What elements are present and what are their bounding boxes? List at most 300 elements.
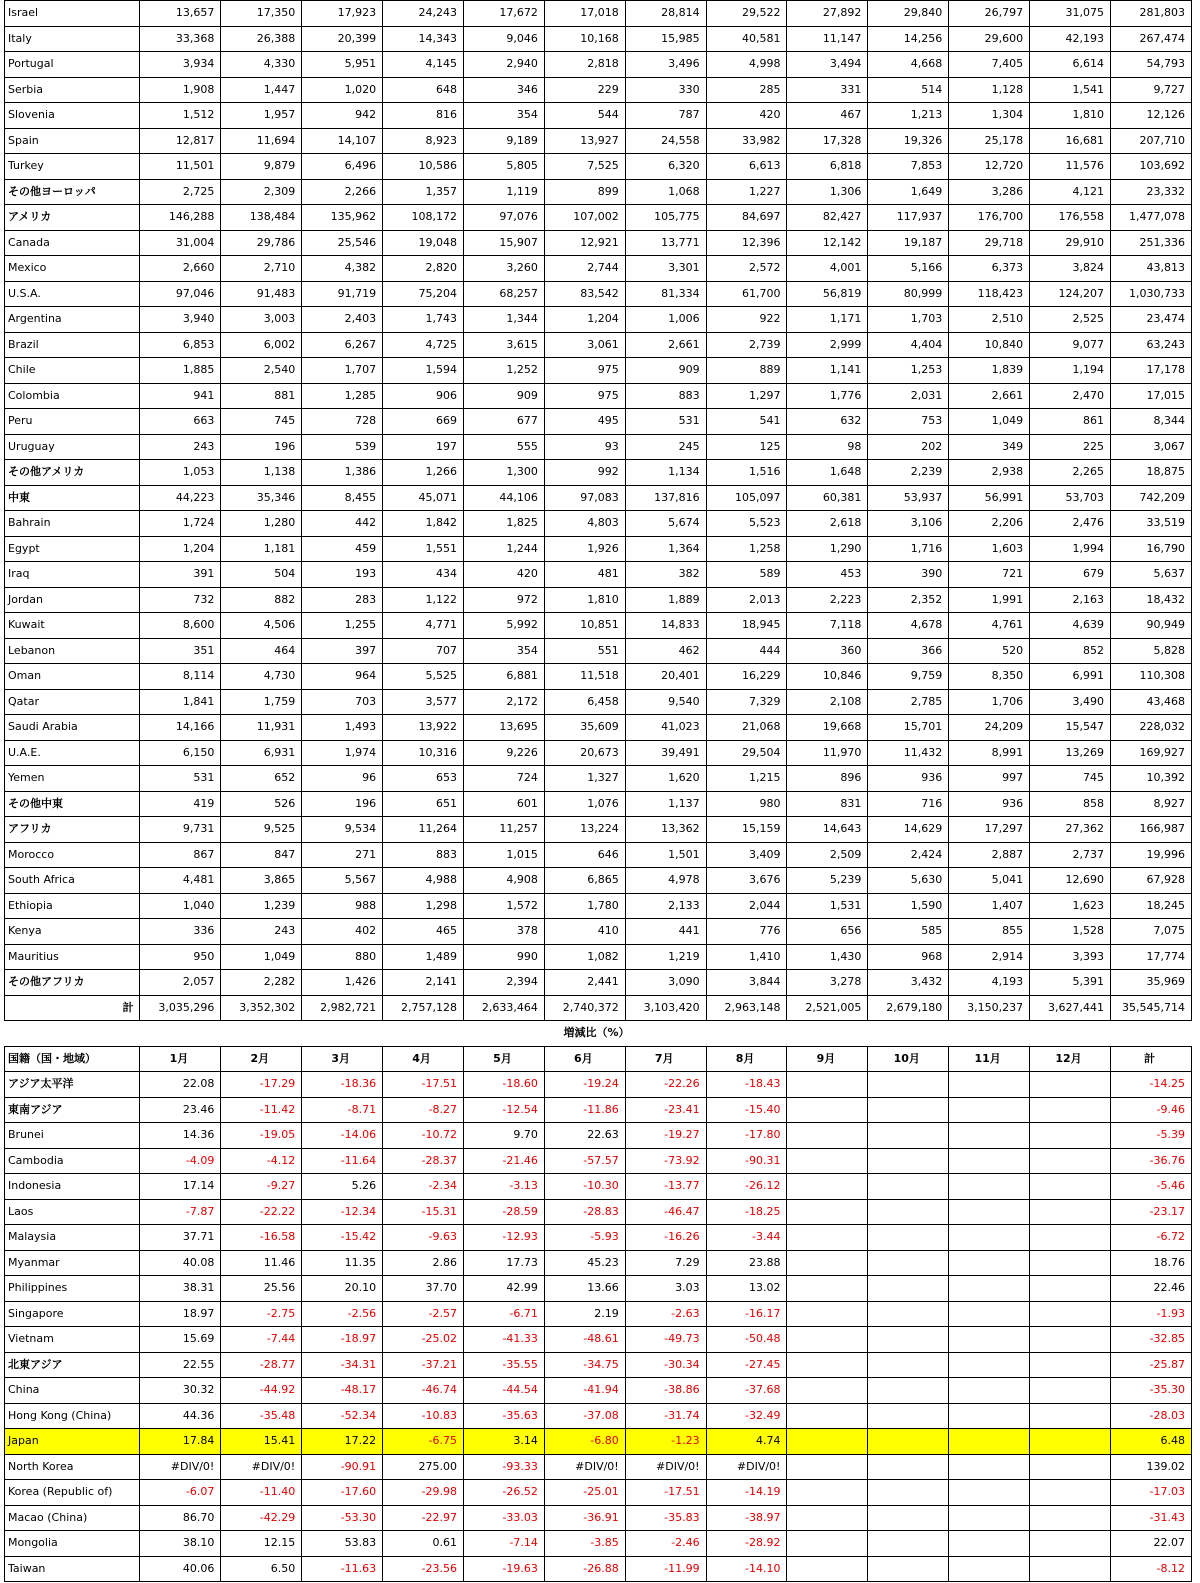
value-cell[interactable]: 9,226 — [463, 740, 544, 766]
percent-cell[interactable]: 22.07 — [1110, 1531, 1191, 1557]
value-cell[interactable]: 4,506 — [221, 613, 302, 639]
percent-cell[interactable]: -44.54 — [463, 1378, 544, 1404]
value-cell[interactable]: 35,609 — [544, 715, 625, 741]
row-label-cell[interactable]: Kuwait — [5, 613, 140, 639]
value-cell[interactable]: 899 — [544, 179, 625, 205]
value-cell[interactable]: 63,243 — [1110, 332, 1191, 358]
value-cell[interactable]: 1,252 — [463, 358, 544, 384]
value-cell[interactable]: 3,067 — [1110, 434, 1191, 460]
value-cell[interactable]: 330 — [625, 77, 706, 103]
value-cell[interactable]: 225 — [1030, 434, 1111, 460]
value-cell[interactable]: 39,491 — [625, 740, 706, 766]
value-cell[interactable]: 1,810 — [544, 587, 625, 613]
percent-cell[interactable] — [949, 1301, 1030, 1327]
row-label-cell[interactable]: その他ヨーロッパ — [5, 179, 140, 205]
row-label-cell[interactable]: Uruguay — [5, 434, 140, 460]
value-cell[interactable]: 531 — [140, 766, 221, 792]
column-header[interactable]: 2月 — [221, 1046, 302, 1072]
value-cell[interactable]: 6,496 — [302, 154, 383, 180]
percent-cell[interactable]: 15.41 — [221, 1429, 302, 1455]
value-cell[interactable]: 1,430 — [787, 944, 868, 970]
value-cell[interactable]: 13,922 — [383, 715, 464, 741]
percent-cell[interactable]: -29.98 — [383, 1480, 464, 1506]
value-cell[interactable]: 5,805 — [463, 154, 544, 180]
value-cell[interactable]: 15,907 — [463, 230, 544, 256]
value-cell[interactable]: 26,388 — [221, 26, 302, 52]
value-cell[interactable]: 1,141 — [787, 358, 868, 384]
value-cell[interactable]: 4,730 — [221, 664, 302, 690]
value-cell[interactable]: 1,426 — [302, 970, 383, 996]
value-cell[interactable]: 5,041 — [949, 868, 1030, 894]
percent-cell[interactable]: -50.48 — [706, 1327, 787, 1353]
value-cell[interactable]: 5,239 — [787, 868, 868, 894]
value-cell[interactable]: 17,672 — [463, 1, 544, 27]
percent-cell[interactable]: -19.05 — [221, 1123, 302, 1149]
percent-cell[interactable]: -17.80 — [706, 1123, 787, 1149]
column-header[interactable]: 7月 — [625, 1046, 706, 1072]
percent-cell[interactable] — [1030, 1505, 1111, 1531]
percent-cell[interactable]: -18.43 — [706, 1072, 787, 1098]
value-cell[interactable]: 2,394 — [463, 970, 544, 996]
percent-cell[interactable]: 0.61 — [383, 1531, 464, 1557]
value-cell[interactable]: 3,844 — [706, 970, 787, 996]
percent-cell[interactable]: -35.83 — [625, 1505, 706, 1531]
value-cell[interactable]: 45,071 — [383, 485, 464, 511]
value-cell[interactable]: 27,362 — [1030, 817, 1111, 843]
value-cell[interactable]: 283 — [302, 587, 383, 613]
percent-cell[interactable]: -48.61 — [544, 1327, 625, 1353]
percent-cell[interactable]: -26.52 — [463, 1480, 544, 1506]
value-cell[interactable]: 1,706 — [949, 689, 1030, 715]
row-label-cell[interactable]: South Africa — [5, 868, 140, 894]
value-cell[interactable]: 3,577 — [383, 689, 464, 715]
percent-cell[interactable]: 2.19 — [544, 1301, 625, 1327]
value-cell[interactable]: 243 — [140, 434, 221, 460]
percent-cell[interactable] — [949, 1531, 1030, 1557]
value-cell[interactable]: 2,820 — [383, 256, 464, 282]
value-cell[interactable]: 526 — [221, 791, 302, 817]
row-label-cell[interactable]: Singapore — [5, 1301, 140, 1327]
percent-cell[interactable]: 53.83 — [302, 1531, 383, 1557]
value-cell[interactable]: 4,481 — [140, 868, 221, 894]
percent-cell[interactable]: -12.34 — [302, 1199, 383, 1225]
value-cell[interactable]: 467 — [787, 103, 868, 129]
percent-cell[interactable]: -93.33 — [463, 1454, 544, 1480]
percent-cell[interactable]: -11.42 — [221, 1097, 302, 1123]
percent-cell[interactable]: -23.17 — [1110, 1199, 1191, 1225]
value-cell[interactable]: 653 — [383, 766, 464, 792]
percent-cell[interactable]: -14.10 — [706, 1556, 787, 1582]
value-cell[interactable]: 96 — [302, 766, 383, 792]
value-cell[interactable]: 67,928 — [1110, 868, 1191, 894]
value-cell[interactable]: 2,661 — [625, 332, 706, 358]
value-cell[interactable]: 354 — [463, 638, 544, 664]
value-cell[interactable]: 29,504 — [706, 740, 787, 766]
percent-cell[interactable]: -16.17 — [706, 1301, 787, 1327]
percent-cell[interactable]: -30.34 — [625, 1352, 706, 1378]
value-cell[interactable]: 6,267 — [302, 332, 383, 358]
value-cell[interactable]: 10,586 — [383, 154, 464, 180]
value-cell[interactable]: 6,150 — [140, 740, 221, 766]
value-cell[interactable]: 1,255 — [302, 613, 383, 639]
percent-cell[interactable]: -37.08 — [544, 1403, 625, 1429]
row-label-cell[interactable]: Laos — [5, 1199, 140, 1225]
value-cell[interactable]: 1,297 — [706, 383, 787, 409]
percent-cell[interactable]: 6.48 — [1110, 1429, 1191, 1455]
row-label-cell[interactable]: Brunei — [5, 1123, 140, 1149]
value-cell[interactable]: 21,068 — [706, 715, 787, 741]
value-cell[interactable]: 10,846 — [787, 664, 868, 690]
percent-cell[interactable] — [949, 1352, 1030, 1378]
percent-cell[interactable]: 44.36 — [140, 1403, 221, 1429]
percent-cell[interactable]: -8.27 — [383, 1097, 464, 1123]
percent-cell[interactable]: -26.88 — [544, 1556, 625, 1582]
value-cell[interactable]: 442 — [302, 511, 383, 537]
value-cell[interactable]: 1,137 — [625, 791, 706, 817]
row-label-cell[interactable]: Peru — [5, 409, 140, 435]
value-cell[interactable]: 11,264 — [383, 817, 464, 843]
percent-cell[interactable] — [868, 1556, 949, 1582]
value-cell[interactable]: 3,494 — [787, 52, 868, 78]
value-cell[interactable]: 135,962 — [302, 205, 383, 231]
percent-cell[interactable] — [787, 1148, 868, 1174]
percent-cell[interactable]: -6.72 — [1110, 1225, 1191, 1251]
value-cell[interactable]: 83,542 — [544, 281, 625, 307]
value-cell[interactable]: 12,690 — [1030, 868, 1111, 894]
value-cell[interactable]: 15,159 — [706, 817, 787, 843]
value-cell[interactable]: 1,590 — [868, 893, 949, 919]
percent-cell[interactable] — [787, 1480, 868, 1506]
value-cell[interactable]: 12,817 — [140, 128, 221, 154]
percent-cell[interactable] — [949, 1505, 1030, 1531]
percent-cell[interactable] — [787, 1327, 868, 1353]
value-cell[interactable]: 2,239 — [868, 460, 949, 486]
percent-cell[interactable] — [1030, 1378, 1111, 1404]
percent-cell[interactable]: -35.30 — [1110, 1378, 1191, 1404]
value-cell[interactable]: 1,839 — [949, 358, 1030, 384]
value-cell[interactable]: 1,825 — [463, 511, 544, 537]
percent-cell[interactable]: 15.69 — [140, 1327, 221, 1353]
value-cell[interactable]: 1,493 — [302, 715, 383, 741]
value-cell[interactable]: 4,988 — [383, 868, 464, 894]
percent-cell[interactable] — [1030, 1454, 1111, 1480]
value-cell[interactable]: 2,661 — [949, 383, 1030, 409]
value-cell[interactable]: 1,128 — [949, 77, 1030, 103]
value-cell[interactable]: 20,401 — [625, 664, 706, 690]
value-cell[interactable]: 8,991 — [949, 740, 1030, 766]
percent-cell[interactable]: -4.09 — [140, 1148, 221, 1174]
value-cell[interactable]: 1,516 — [706, 460, 787, 486]
value-cell[interactable]: 3,301 — [625, 256, 706, 282]
value-cell[interactable]: 9,189 — [463, 128, 544, 154]
percent-cell[interactable]: -19.24 — [544, 1072, 625, 1098]
percent-cell[interactable]: 38.31 — [140, 1276, 221, 1302]
value-cell[interactable]: 2,572 — [706, 256, 787, 282]
value-cell[interactable]: 669 — [383, 409, 464, 435]
percent-cell[interactable]: -38.97 — [706, 1505, 787, 1531]
value-cell[interactable]: 2,940 — [463, 52, 544, 78]
row-label-cell[interactable]: Mauritius — [5, 944, 140, 970]
value-cell[interactable]: 975 — [544, 383, 625, 409]
value-cell[interactable]: 2,441 — [544, 970, 625, 996]
value-cell[interactable]: 3,824 — [1030, 256, 1111, 282]
value-cell[interactable]: 11,694 — [221, 128, 302, 154]
percent-cell[interactable]: 37.71 — [140, 1225, 221, 1251]
percent-cell[interactable] — [1030, 1352, 1111, 1378]
percent-cell[interactable]: 3.03 — [625, 1276, 706, 1302]
percent-cell[interactable]: -1.93 — [1110, 1301, 1191, 1327]
value-cell[interactable]: 2,476 — [1030, 511, 1111, 537]
percent-cell[interactable] — [1030, 1225, 1111, 1251]
percent-cell[interactable]: 86.70 — [140, 1505, 221, 1531]
percent-cell[interactable]: -57.57 — [544, 1148, 625, 1174]
value-cell[interactable]: 54,793 — [1110, 52, 1191, 78]
percent-cell[interactable]: 14.36 — [140, 1123, 221, 1149]
value-cell[interactable]: 1,134 — [625, 460, 706, 486]
row-label-cell[interactable]: Mongolia — [5, 1531, 140, 1557]
value-cell[interactable]: 997 — [949, 766, 1030, 792]
value-cell[interactable]: 285 — [706, 77, 787, 103]
row-label-cell[interactable]: Myanmar — [5, 1250, 140, 1276]
row-label-cell[interactable]: Slovenia — [5, 103, 140, 129]
value-cell[interactable]: 391 — [140, 562, 221, 588]
value-cell[interactable]: 1,119 — [463, 179, 544, 205]
percent-cell[interactable] — [949, 1148, 1030, 1174]
row-label-cell[interactable]: Macao (China) — [5, 1505, 140, 1531]
value-cell[interactable]: 11,576 — [1030, 154, 1111, 180]
total-value-cell[interactable]: 2,679,180 — [868, 995, 949, 1021]
percent-cell[interactable]: -25.01 — [544, 1480, 625, 1506]
value-cell[interactable]: 193 — [302, 562, 383, 588]
value-cell[interactable]: 646 — [544, 842, 625, 868]
value-cell[interactable]: 444 — [706, 638, 787, 664]
value-cell[interactable]: 16,681 — [1030, 128, 1111, 154]
row-label-cell[interactable]: Egypt — [5, 536, 140, 562]
value-cell[interactable]: 5,828 — [1110, 638, 1191, 664]
row-label-cell[interactable]: Taiwan — [5, 1556, 140, 1582]
row-label-cell[interactable]: Malaysia — [5, 1225, 140, 1251]
value-cell[interactable]: 14,343 — [383, 26, 464, 52]
value-cell[interactable]: 3,676 — [706, 868, 787, 894]
value-cell[interactable]: 103,692 — [1110, 154, 1191, 180]
value-cell[interactable]: 990 — [463, 944, 544, 970]
percent-cell[interactable]: -42.29 — [221, 1505, 302, 1531]
percent-cell[interactable] — [1030, 1123, 1111, 1149]
percent-cell[interactable]: 7.29 — [625, 1250, 706, 1276]
value-cell[interactable]: 118,423 — [949, 281, 1030, 307]
percent-cell[interactable]: 22.08 — [140, 1072, 221, 1098]
value-cell[interactable]: 53,937 — [868, 485, 949, 511]
value-cell[interactable]: 17,923 — [302, 1, 383, 27]
row-label-cell[interactable]: アフリカ — [5, 817, 140, 843]
percent-cell[interactable]: -44.92 — [221, 1378, 302, 1404]
row-label-cell[interactable]: 東南アジア — [5, 1097, 140, 1123]
value-cell[interactable]: 632 — [787, 409, 868, 435]
value-cell[interactable]: 61,700 — [706, 281, 787, 307]
value-cell[interactable]: 7,525 — [544, 154, 625, 180]
value-cell[interactable]: 5,525 — [383, 664, 464, 690]
value-cell[interactable]: 745 — [221, 409, 302, 435]
row-label-cell[interactable]: Mexico — [5, 256, 140, 282]
percent-cell[interactable] — [787, 1225, 868, 1251]
percent-cell[interactable]: -17.51 — [625, 1480, 706, 1506]
value-cell[interactable]: 964 — [302, 664, 383, 690]
percent-cell[interactable] — [868, 1276, 949, 1302]
percent-cell[interactable]: -19.27 — [625, 1123, 706, 1149]
row-label-cell[interactable]: Yemen — [5, 766, 140, 792]
value-cell[interactable]: 1,239 — [221, 893, 302, 919]
value-cell[interactable]: 11,970 — [787, 740, 868, 766]
percent-cell[interactable]: -12.54 — [463, 1097, 544, 1123]
value-cell[interactable]: 176,558 — [1030, 205, 1111, 231]
value-cell[interactable]: 648 — [383, 77, 464, 103]
value-cell[interactable]: 3,490 — [1030, 689, 1111, 715]
value-cell[interactable]: 883 — [625, 383, 706, 409]
value-cell[interactable]: 382 — [625, 562, 706, 588]
value-cell[interactable]: 889 — [706, 358, 787, 384]
percent-cell[interactable]: 13.02 — [706, 1276, 787, 1302]
value-cell[interactable]: 2,785 — [868, 689, 949, 715]
value-cell[interactable]: 724 — [463, 766, 544, 792]
value-cell[interactable]: 7,853 — [868, 154, 949, 180]
value-cell[interactable]: 3,003 — [221, 307, 302, 333]
percent-cell[interactable]: -16.26 — [625, 1225, 706, 1251]
value-cell[interactable]: 13,771 — [625, 230, 706, 256]
value-cell[interactable]: 97,083 — [544, 485, 625, 511]
value-cell[interactable]: 12,921 — [544, 230, 625, 256]
value-cell[interactable]: 1,991 — [949, 587, 1030, 613]
value-cell[interactable]: 1,447 — [221, 77, 302, 103]
percent-cell[interactable]: 42.99 — [463, 1276, 544, 1302]
value-cell[interactable]: 29,600 — [949, 26, 1030, 52]
value-cell[interactable]: 8,455 — [302, 485, 383, 511]
percent-cell[interactable] — [949, 1378, 1030, 1404]
percent-cell[interactable]: -13.77 — [625, 1174, 706, 1200]
value-cell[interactable]: 15,985 — [625, 26, 706, 52]
value-cell[interactable]: 20,399 — [302, 26, 383, 52]
value-cell[interactable]: 169,927 — [1110, 740, 1191, 766]
value-cell[interactable]: 137,816 — [625, 485, 706, 511]
value-cell[interactable]: 1,049 — [221, 944, 302, 970]
percent-cell[interactable]: 11.35 — [302, 1250, 383, 1276]
column-header[interactable]: 計 — [1110, 1046, 1191, 1072]
value-cell[interactable]: 6,853 — [140, 332, 221, 358]
value-cell[interactable]: 10,168 — [544, 26, 625, 52]
percent-cell[interactable]: 37.70 — [383, 1276, 464, 1302]
value-cell[interactable]: 53,703 — [1030, 485, 1111, 511]
value-cell[interactable]: 18,245 — [1110, 893, 1191, 919]
value-cell[interactable]: 745 — [1030, 766, 1111, 792]
value-cell[interactable]: 281,803 — [1110, 1, 1191, 27]
percent-cell[interactable]: -34.31 — [302, 1352, 383, 1378]
value-cell[interactable]: 8,350 — [949, 664, 1030, 690]
percent-cell[interactable]: -11.40 — [221, 1480, 302, 1506]
value-cell[interactable]: 80,999 — [868, 281, 949, 307]
percent-cell[interactable]: -34.75 — [544, 1352, 625, 1378]
value-cell[interactable]: 6,881 — [463, 664, 544, 690]
percent-cell[interactable]: 12.15 — [221, 1531, 302, 1557]
row-label-cell[interactable]: Indonesia — [5, 1174, 140, 1200]
value-cell[interactable]: 14,107 — [302, 128, 383, 154]
percent-cell[interactable] — [787, 1301, 868, 1327]
value-cell[interactable]: 1,841 — [140, 689, 221, 715]
value-cell[interactable]: 35,969 — [1110, 970, 1191, 996]
percent-cell[interactable]: -2.34 — [383, 1174, 464, 1200]
value-cell[interactable]: 18,875 — [1110, 460, 1191, 486]
value-cell[interactable]: 1,649 — [868, 179, 949, 205]
value-cell[interactable]: 1,327 — [544, 766, 625, 792]
percent-cell[interactable]: -26.12 — [706, 1174, 787, 1200]
percent-cell[interactable] — [1030, 1301, 1111, 1327]
value-cell[interactable]: 8,114 — [140, 664, 221, 690]
value-cell[interactable]: 8,600 — [140, 613, 221, 639]
percent-cell[interactable] — [1030, 1480, 1111, 1506]
value-cell[interactable]: 17,015 — [1110, 383, 1191, 409]
percent-cell[interactable]: -73.92 — [625, 1148, 706, 1174]
value-cell[interactable]: 5,567 — [302, 868, 383, 894]
value-cell[interactable]: 9,534 — [302, 817, 383, 843]
value-cell[interactable]: 1,171 — [787, 307, 868, 333]
value-cell[interactable]: 3,090 — [625, 970, 706, 996]
percent-cell[interactable]: -27.45 — [706, 1352, 787, 1378]
row-label-cell[interactable]: Lebanon — [5, 638, 140, 664]
total-value-cell[interactable]: 3,150,237 — [949, 995, 1030, 1021]
value-cell[interactable]: 481 — [544, 562, 625, 588]
row-label-cell[interactable]: Korea (Republic of) — [5, 1480, 140, 1506]
percent-cell[interactable] — [949, 1480, 1030, 1506]
value-cell[interactable]: 909 — [463, 383, 544, 409]
value-cell[interactable]: 27,892 — [787, 1, 868, 27]
value-cell[interactable]: 1,780 — [544, 893, 625, 919]
value-cell[interactable]: 1,994 — [1030, 536, 1111, 562]
value-cell[interactable]: 1,227 — [706, 179, 787, 205]
value-cell[interactable]: 2,737 — [1030, 842, 1111, 868]
value-cell[interactable]: 707 — [383, 638, 464, 664]
value-cell[interactable]: 197 — [383, 434, 464, 460]
percent-cell[interactable]: 13.66 — [544, 1276, 625, 1302]
percent-cell[interactable] — [868, 1429, 949, 1455]
value-cell[interactable]: 2,470 — [1030, 383, 1111, 409]
percent-cell[interactable]: -6.80 — [544, 1429, 625, 1455]
percent-cell[interactable]: -10.30 — [544, 1174, 625, 1200]
row-label-cell[interactable]: Jordan — [5, 587, 140, 613]
value-cell[interactable]: 1,030,733 — [1110, 281, 1191, 307]
value-cell[interactable]: 936 — [949, 791, 1030, 817]
percent-cell[interactable]: -18.97 — [302, 1327, 383, 1353]
value-cell[interactable]: 941 — [140, 383, 221, 409]
value-cell[interactable]: 24,209 — [949, 715, 1030, 741]
value-cell[interactable]: 732 — [140, 587, 221, 613]
percent-cell[interactable]: 23.46 — [140, 1097, 221, 1123]
percent-cell[interactable]: 40.08 — [140, 1250, 221, 1276]
value-cell[interactable]: 4,978 — [625, 868, 706, 894]
value-cell[interactable]: 2,509 — [787, 842, 868, 868]
percent-cell[interactable] — [1030, 1097, 1111, 1123]
percent-cell[interactable]: 17.84 — [140, 1429, 221, 1455]
value-cell[interactable]: 10,840 — [949, 332, 1030, 358]
value-cell[interactable]: 17,328 — [787, 128, 868, 154]
value-cell[interactable]: 1,926 — [544, 536, 625, 562]
value-cell[interactable]: 787 — [625, 103, 706, 129]
value-cell[interactable]: 2,938 — [949, 460, 1030, 486]
value-cell[interactable]: 202 — [868, 434, 949, 460]
row-label-cell[interactable]: Cambodia — [5, 1148, 140, 1174]
value-cell[interactable]: 251,336 — [1110, 230, 1191, 256]
value-cell[interactable]: 10,851 — [544, 613, 625, 639]
percent-cell[interactable] — [949, 1327, 1030, 1353]
column-header[interactable]: 9月 — [787, 1046, 868, 1072]
value-cell[interactable]: 25,178 — [949, 128, 1030, 154]
